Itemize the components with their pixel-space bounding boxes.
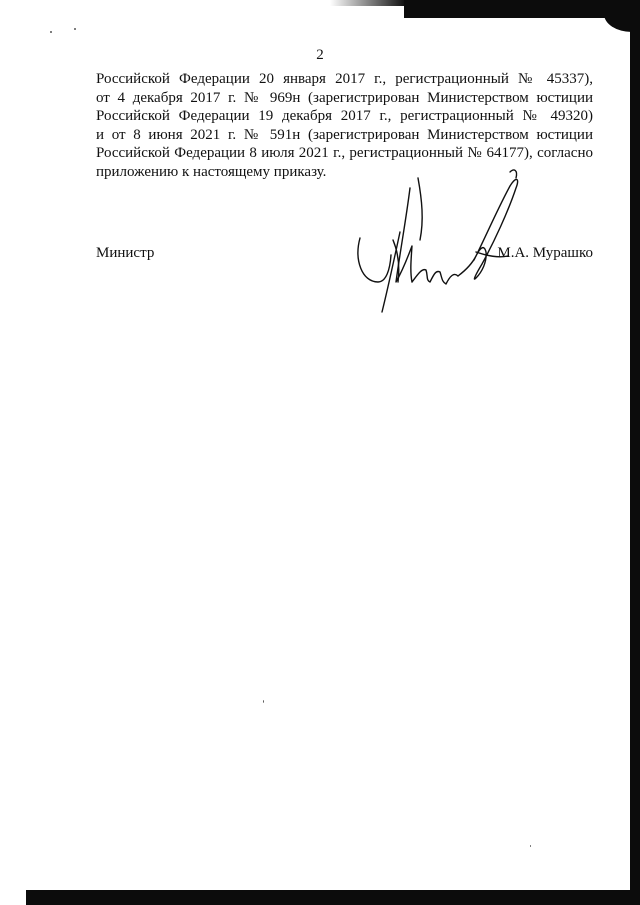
scan-edge-bottom (26, 890, 640, 905)
scan-edge-right (630, 0, 640, 905)
body-line: Российской Федерации 8 июля 2021 г., регистрационный № 64177), согласно (96, 145, 593, 162)
scan-speck (74, 28, 76, 30)
body-line: Российской Федерации 19 декабря 2017 г., регистрационный № 49320) (96, 108, 593, 125)
body-line: и от 8 июня 2021 г. № 591н (зарегистрирован Министерством юстиции (96, 126, 593, 143)
scan-edge-top-fade (330, 0, 406, 6)
position-label: Министр (96, 245, 155, 261)
body-line: Российской Федерации 20 января 2017 г., регистрационный № 45337), (96, 71, 593, 87)
signer-name: М.А. Мурашко (497, 245, 593, 261)
scan-speck (263, 700, 264, 703)
page-number: 2 (316, 47, 324, 63)
signature-icon (348, 160, 538, 320)
body-line: от 4 декабря 2017 г. № 969н (зарегистрирован Министерством юстиции (96, 89, 593, 106)
scan-speck (530, 845, 531, 847)
body-line: приложению к настоящему приказу. (96, 163, 327, 180)
scan-speck (50, 31, 52, 33)
